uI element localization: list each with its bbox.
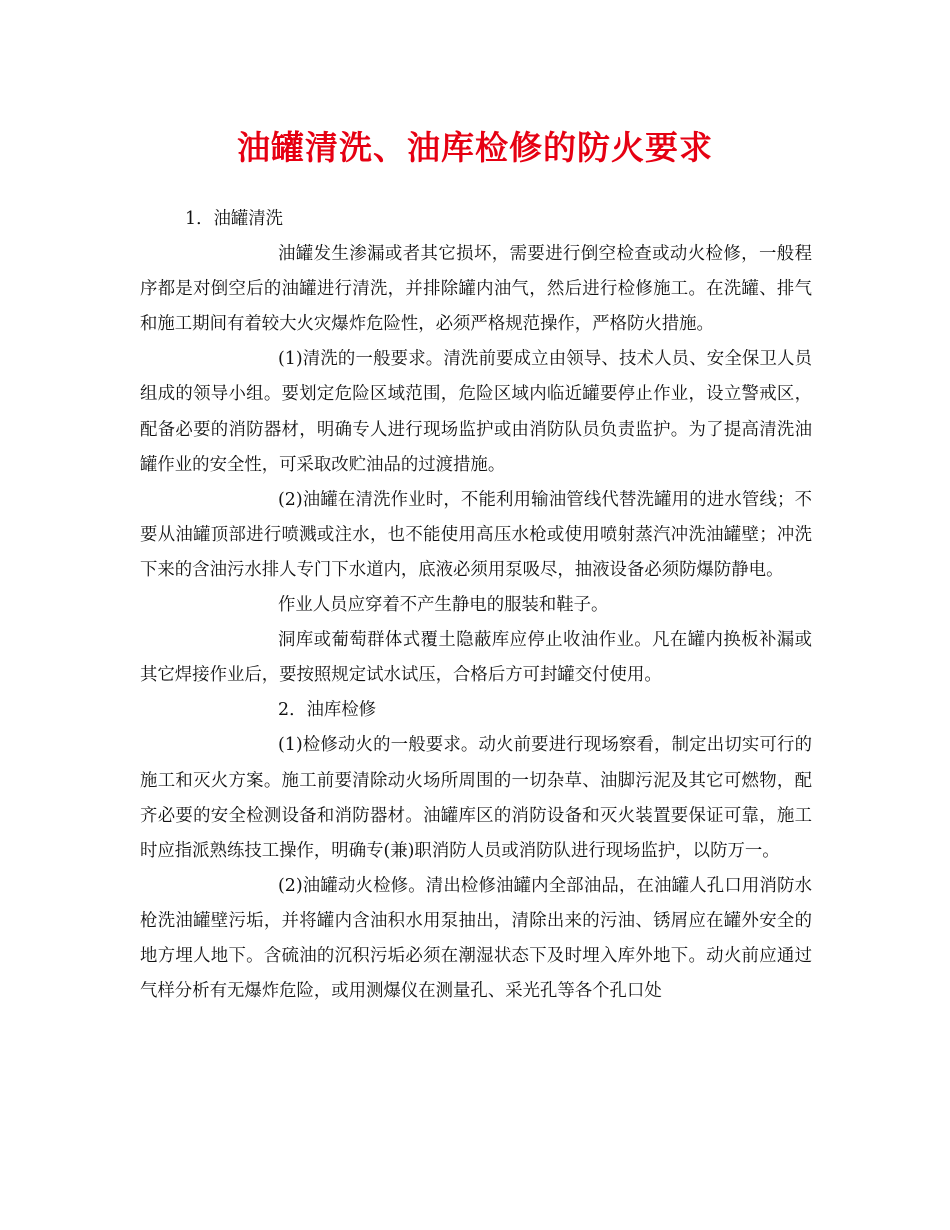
paragraph: (1)检修动火的一般要求。动火前要进行现场察看，制定出切实可行的施工和灭火方案。施工前要清除动火场所周围的一切杂草、油脚污泥及其它可燃物，配齐必要的安全检测设备和消防器材。油罐库区的消防设备和灭火装置要保证可靠，施工时应指派熟练技工操作，明确专(兼)职消防人员或消防队进行现场监护，以防万一。 — [140, 735, 812, 861]
section-heading-depot-maintenance: 2．油库检修 — [278, 700, 377, 721]
paragraph: 油罐发生渗漏或者其它损坏，需要进行倒空检查或动火检修，一般程序都是对倒空后的油罐进行清洗，并排除罐内油气，然后进行检修施工。在洗罐、排气和施工期间有着较大火灾爆炸危险性，必须严格规范操作，严格防火措施。 — [140, 244, 812, 335]
document-body — [140, 202, 812, 1009]
paragraph: (1)清洗的一般要求。清洗前要成立由领导、技术人员、安全保卫人员组成的领导小组。要划定危险区域范围，危险区域内临近罐要停止作业，设立警戒区，配备必要的消防器材，明确专人进行现场监护或由消防队员负责监护。为了提高清洗油罐作业的安全性，可采取改贮油品的过渡措施。 — [140, 349, 812, 475]
page-title: 油罐清洗、油库检修的防火要求 — [237, 128, 713, 167]
paragraph: 作业人员应穿着不产生静电的服装和鞋子。 — [278, 595, 609, 616]
paragraph: (2)油罐在清洗作业时，不能利用输油管线代替洗罐用的进水管线；不要从油罐顶部进行喷溅或注水，也不能使用高压水枪或使用喷射蒸汽冲洗油罐壁；冲洗下来的含油污水排人专门下水道内，底液必须用泵吸尽，抽液设备必须防爆防静电。 — [140, 489, 812, 580]
paragraph: 洞库或葡萄群体式覆土隐蔽库应停止收油作业。凡在罐内换板补漏或其它焊接作业后，要按照规定试水试压，合格后方可封罐交付使用。 — [140, 630, 812, 686]
paragraph: (2)油罐动火检修。清出检修油罐内全部油品，在油罐人孔口用消防水枪洗油罐壁污垢，并将罐内含油积水用泵抽出，清除出来的污油、锈屑应在罐外安全的地方埋人地下。含硫油的沉积污垢必须在潮湿状态下及时埋入库外地下。动火前应通过气样分析有无爆炸危险，或用测爆仪在测量孔、采光孔等各个孔口处 — [140, 875, 812, 1002]
section-heading-tank-cleaning: 1．油罐清洗 — [185, 209, 284, 229]
